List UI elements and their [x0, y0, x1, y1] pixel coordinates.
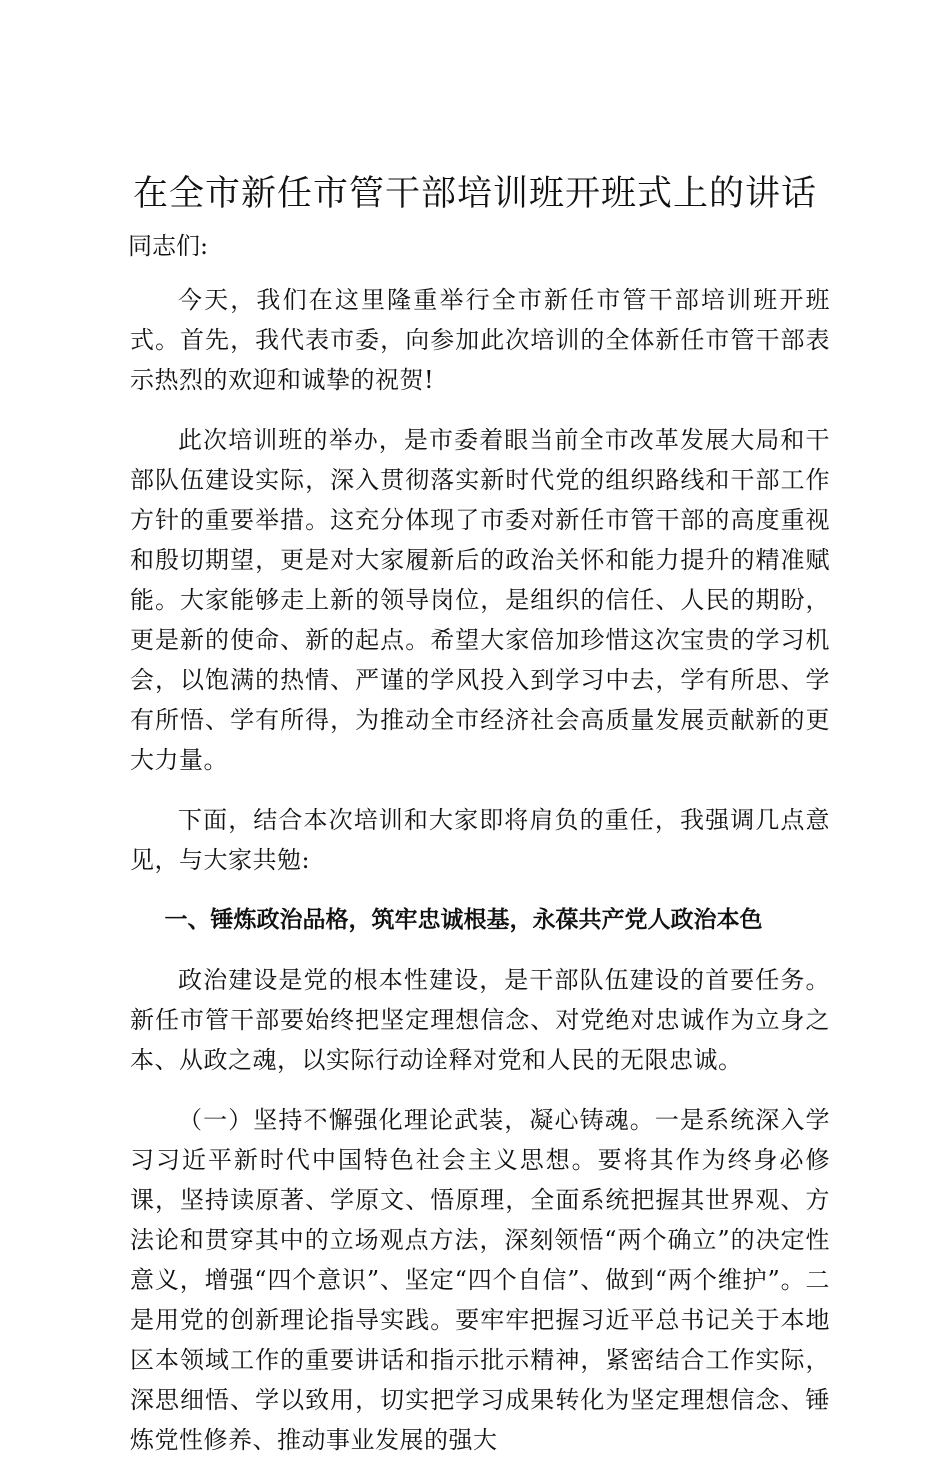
paragraph-purpose: 此次培训班的举办，是市委着眼当前全市改革发展大局和干部队伍建设实际，深入贯彻落实新时代党的组织路线和干部工作方针的重要举措。这充分体现了市委对新任市管干部的高度重视和殷切期望，更是对大家履新后的政治关怀和能力提升的精准赋能。大家能够走上新的领导岗位，是组织的信任、人民的期盼，更是新的使命、新的起点。希望大家倍加珍惜这次宝贵的学习机会，以饱满的热情、严谨的学风投入到学习中去，学有所思、学有所悟、学有所得，为推动全市经济社会高质量发展贡献新的更大力量。 [130, 426, 830, 774]
section-heading: 一、锤炼政治品格，筑牢忠诚根基，永葆共产党人政治本色 [164, 907, 763, 933]
section-paragraph-theory: （一）坚持不懈强化理论武装，凝心铸魂。一是系统深入学习习近平新时代中国特色社会主义思想。要将其作为终身必修课，坚持读原著、学原文、悟原理，全面系统把握其世界观、方法论和贯穿其中的立场观点方法，深刻领悟“两个确立”的决定性意义，增强“四个意识”、坚定“四个自信”、做到“两个维护”。二是用党的创新理论指导实践。要牢牢把握习近平总书记关于本地区本领域工作的重要讲话和指示批示精神，紧密结合工作实际，深思细悟、学以致用，切实把学习成果转化为坚定理想信念、锤炼党性修养、推动事业发展的强大 [130, 1106, 830, 1454]
document-title: 在全市新任市管干部培训班开班式上的讲话 [132, 174, 817, 214]
paragraph-transition: 下面，结合本次培训和大家即将肩负的重任，我强调几点意见，与大家共勉: [130, 806, 830, 874]
salutation: 同志们: [128, 232, 209, 260]
document-body [130, 280, 830, 1480]
section-paragraph-intro: 政治建设是党的根本性建设，是干部队伍建设的首要任务。新任市管干部要始终把坚定理想信念、对党绝对忠诚作为立身之本、从政之魂，以实际行动诠释对党和人民的无限忠诚。 [130, 966, 830, 1074]
paragraph-opening: 今天，我们在这里隆重举行全市新任市管干部培训班开班式。首先，我代表市委，向参加此次培训的全体新任市管干部表示热烈的欢迎和诚挚的祝贺! [130, 286, 830, 394]
